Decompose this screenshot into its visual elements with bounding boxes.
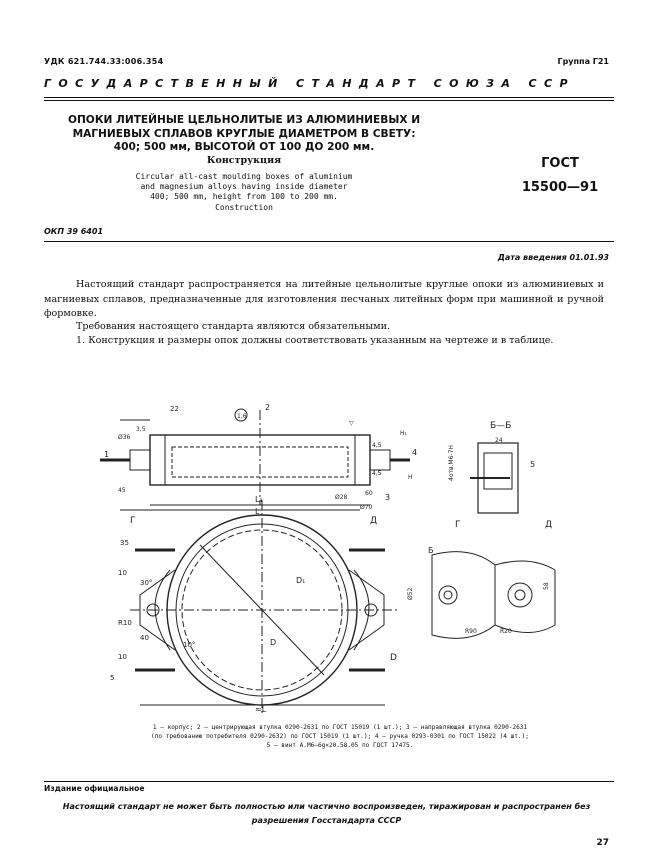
footer-rule [44,781,614,782]
dim-d-right: D [390,653,397,663]
callout-4: 4 [412,448,418,457]
callout-1: 1 [104,450,110,459]
technical-drawing [0,395,649,720]
english-line-2: and magnesium alloys having inside diameter [140,182,348,192]
dim-22: 22 [170,405,179,413]
paragraph-clause-1: 1. Конструкция и размеры опок должны соответствовать указанным на чертеже и в таблице. [76,335,554,346]
section-bb-label: Б—Б [490,421,512,431]
page-number: 27 [596,838,609,848]
paragraph-mandatory: Требования настоящего стандарта являются обязательными. [76,321,391,332]
dim-35: 35 [120,539,129,547]
dim-r20: R20 [500,628,512,635]
gost-number: 15500—91 [521,180,599,195]
dim-10-degrees: 10° [183,641,196,649]
dim-1-6: 1,6 [237,413,247,420]
header-rule [44,97,614,98]
view-g-left: Г [130,516,136,526]
english-line-3: 400; 500 mm, height from 100 to 200 mm. [150,192,338,202]
dim-28: Ø28 [335,494,348,501]
caption-line-2: (по требованию потребителя 0290-2632) по ГОСТ 15019 (1 шт.); 4 — ручка 0293-0301 по ГОСТ 15022 (4 шт.); [151,733,529,740]
udk-code: УДК 621.744.33:006.354 [44,57,164,66]
dim-36: Ø36 [118,434,131,441]
dim-r90: R90 [465,628,477,635]
view-d-right: Д [370,516,378,526]
caption-line-3: 5 — винт А.М6—6g×20.58.05 по ГОСТ 17475. [266,742,414,749]
title-line-3: 400; 500 мм, ВЫСОТОЙ ОТ 100 ДО 200 мм. [113,141,375,153]
dim-10-b: 10 [118,653,127,661]
english-title [44,172,444,213]
dim-40: 40 [140,634,149,642]
repro-line-2: разрешения Госстандарта СССР [251,816,402,825]
group-code: Группа Г21 [557,57,609,66]
title-line-1: ОПОКИ ЛИТЕЙНЫЕ ЦЕЛЬНОЛИТЫЕ ИЗ АЛЮМИНИЕВЫХ И [67,114,421,126]
dim-d1: D₁ [296,576,306,585]
dim-h1: H₁ [400,430,407,437]
caption-line-1: 1 — корпус; 2 — центрирующая втулка 0290-2631 по ГОСТ 15019 (1 шт.); 3 — направляющая втулка 0290-2631 [152,724,528,731]
detail-g-view [432,552,555,639]
dim-h: H [408,474,413,481]
official-edition: Издание официальное [44,784,145,793]
gost-number-block [490,152,630,200]
dim-l: L [255,507,260,516]
dim-45: 45 [118,487,126,494]
dim-24: 24 [495,437,503,444]
dim-4-5-b: 4,5 [372,470,382,477]
english-line-4: Construction [215,202,273,212]
paragraph-scope: Настоящий стандарт распространяется на литейные цельнолитые круглые опоки из алюминиевых и магниевых сплавов, предназначенные для изготовления песчаных литейных форм при машинной и ручной формовке. [44,279,604,320]
callout-3: 3 [385,493,391,502]
title-line-2: МАГНИЕВЫХ СПЛАВОВ КРУГЛЫЕ ДИАМЕТРОМ В СВЕТУ: [72,127,416,140]
callout-2: 2 [265,403,271,412]
gost-label: ГОСТ [541,156,579,171]
title-subtitle: Конструкция [206,155,282,166]
document-title [44,114,444,155]
drawing-caption [60,723,620,750]
dim-58: 58 [543,582,550,590]
view-g-detail: Г [455,520,461,530]
label-b: Б [428,546,434,555]
introduction-date: Дата введения 01.01.93 [497,253,609,262]
callout-5: 5 [530,460,536,469]
reproduction-notice [44,800,609,828]
header-rule-thin [44,100,614,101]
dim-30-degrees: 30° [140,579,153,587]
repro-line-1: Настоящий стандарт не может быть полностью или частично воспроизведен, тиражирован и распространен без [62,802,591,811]
dim-l1: L₁ [255,495,263,504]
okp-code: ОКП 39 6401 [44,227,104,236]
dim-60: 60 [365,490,373,497]
dim-d: D [270,638,277,647]
view-d-detail: Д [545,520,553,530]
top-plan-view [120,500,400,715]
dim-bolt-holes: 4отв.М6-7Н [448,445,455,481]
surface-symbol: ▽ [349,420,354,427]
dim-4-5: 4,5 [372,442,382,449]
english-line-1: Circular all-cast moulding boxes of aluminium [135,172,353,181]
side-section-view [100,409,410,505]
dim-approx-l: ≈L [255,705,267,714]
dim-70: Ø70 [360,504,373,511]
dim-3-5: 3,5 [136,426,146,433]
dim-5: 5 [110,674,115,682]
section-bb-view [470,443,518,513]
dim-r10: R10 [118,619,132,627]
title-rule [44,241,614,242]
state-standard-heading: ГОСУДАРСТВЕННЫЙ СТАНДАРТ СОЮЗА ССР [44,77,575,90]
dim-10: 10 [118,569,127,577]
dim-52: Ø52 [407,587,414,600]
